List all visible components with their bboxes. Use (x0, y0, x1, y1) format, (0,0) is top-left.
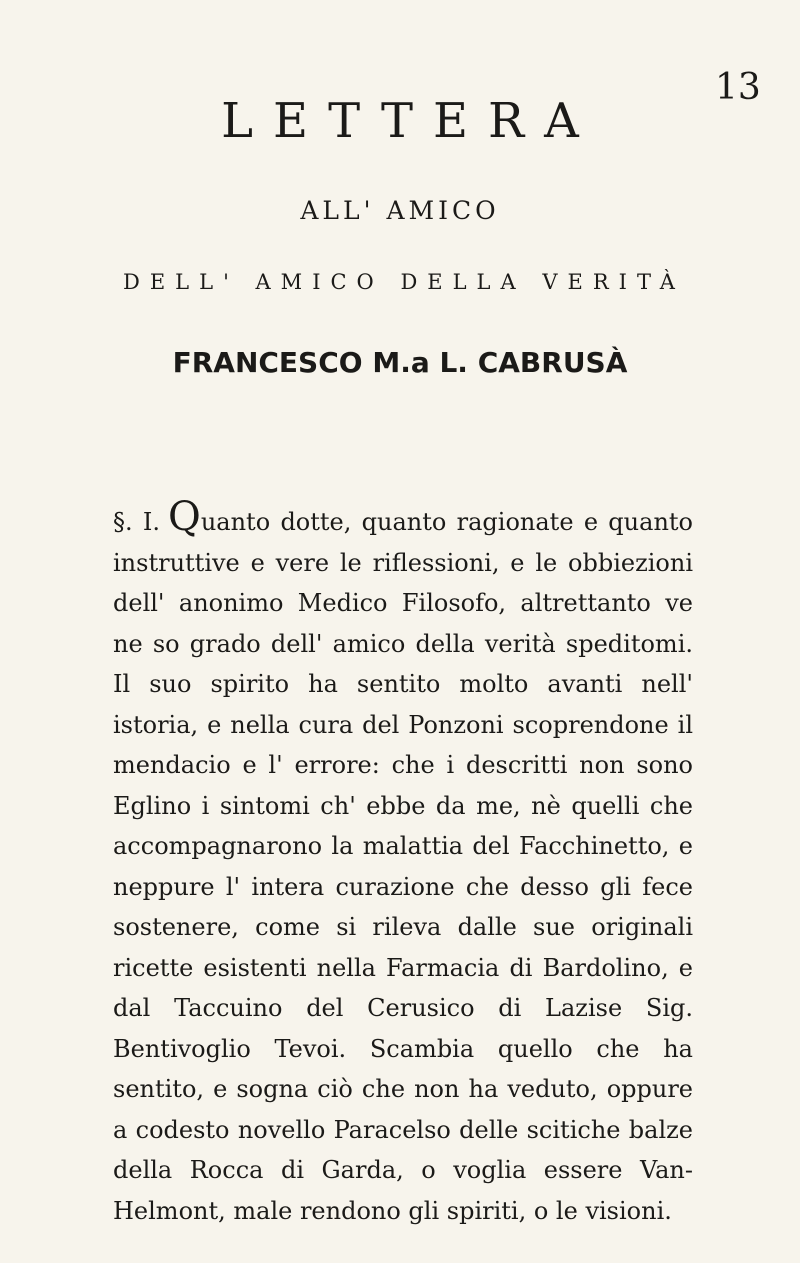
author-name: FRANCESCO M.a L. CABRUSÀ (172, 346, 628, 379)
subtitle-line-2: DELL' AMICO DELLA VERITÀ (123, 270, 685, 294)
body-paragraph (113, 494, 693, 1231)
paragraph-text: uanto dotte, quanto ragionate e quanto instruttive e vere le riflessioni, e le obbiezioni dell' anonimo Medico Filosofo, altrettanto ve ne so grado dell' amico della verità speditomi. Il suo spirito ha sentito molto avanti nell' istoria, e nella cura del Ponzoni scoprendone il mendacio e l' errore: che i descritti non sono Eglino i sintomi ch' ebbe da me, nè quelli che accompagnarono la malattia del Facchinetto, e neppure l' intera curazione che desso gli fece sostenere, come si rileva dalle sue originali ricette esistenti nella Farmacia di Bardolino, e dal Taccuino del Cerusico di Lazise Sig. Bentivoglio Tevoi. Scambia quello che ha sentito, e sogna ciò che non ha veduto, oppure a codesto novello Paracelso delle scitiche balze della Rocca di Garda, o voglia essere Van-Helmont, male rendono gli spiriti, o le visioni. (113, 508, 693, 1225)
document-title: LETTERA (221, 93, 599, 149)
subtitle-line-1: ALL' AMICO (300, 196, 500, 225)
page-number: 13 (715, 67, 761, 108)
section-mark: §. I. (113, 508, 161, 536)
drop-cap: Q (168, 494, 201, 540)
